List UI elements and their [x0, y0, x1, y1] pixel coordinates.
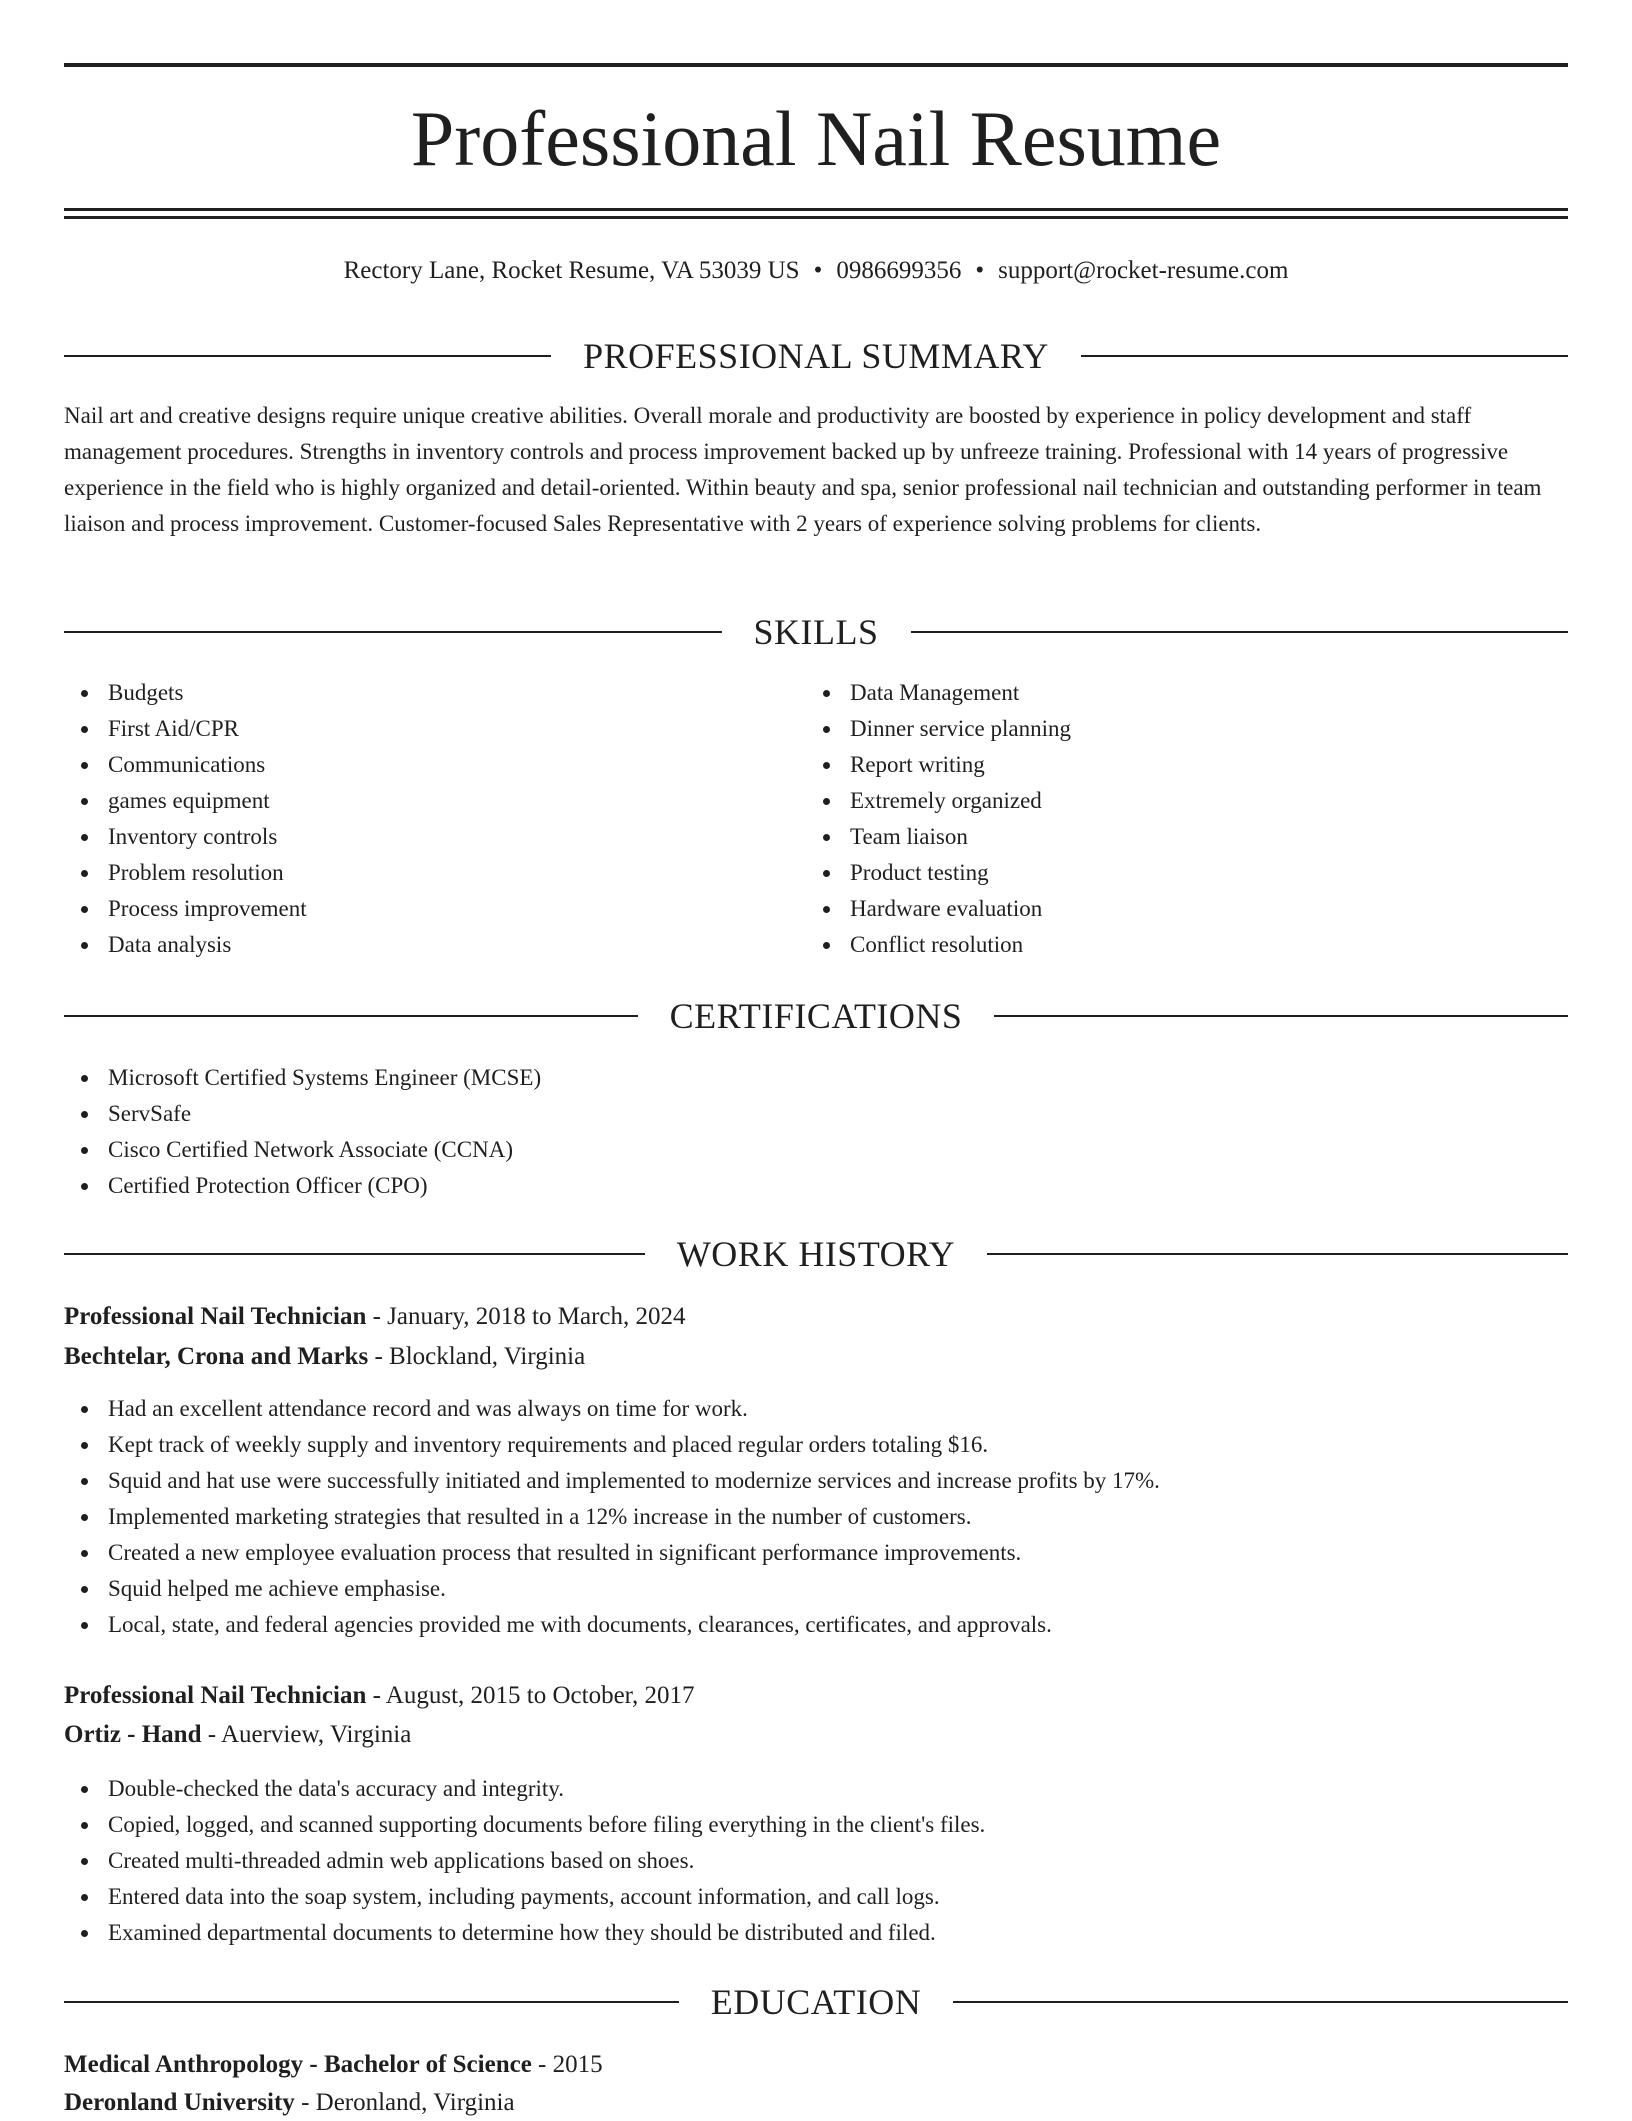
job-duty-item: Local, state, and federal agencies provided me with documents, clearances, certificates, and approvals. — [64, 1607, 1568, 1643]
section-heading-work-history — [64, 1232, 1568, 1276]
skills-list-left — [64, 675, 804, 963]
job-duties-list — [64, 1771, 1568, 1951]
job-duty-item: Created a new employee evaluation process that resulted in significant performance improvements. — [64, 1535, 1568, 1571]
section-heading-skills — [64, 610, 1568, 654]
contact-line — [64, 254, 1568, 288]
education-school-line — [64, 2085, 1568, 2121]
heading-rule — [994, 1015, 1568, 1017]
job-duty-item: Squid helped me achieve emphasise. — [64, 1571, 1568, 1607]
heading-rule — [64, 631, 722, 633]
section-heading-summary — [64, 334, 1568, 378]
skill-item: Data Management — [806, 675, 1566, 711]
job-duty-item: Double-checked the data's accuracy and integrity. — [64, 1771, 1568, 1807]
section-heading-education — [64, 1980, 1568, 2024]
job-duty-item: Examined departmental documents to determine how they should be distributed and filed. — [64, 1915, 1568, 1951]
education-degree-line — [64, 2047, 1568, 2083]
certification-item: Certified Protection Officer (CPO) — [64, 1168, 1568, 1204]
header-top-rule — [64, 63, 1568, 67]
heading-rule — [64, 2001, 679, 2003]
education-year: - 2015 — [538, 2051, 603, 2078]
skill-item: First Aid/CPR — [64, 711, 804, 747]
job-duty-item: Implemented marketing strategies that resulted in a 12% increase in the number of customers. — [64, 1499, 1568, 1535]
heading-rule — [64, 1253, 645, 1255]
contact-address: Rectory Lane, Rocket Resume, VA 53039 US — [343, 257, 800, 284]
job-company: Bechtelar, Crona and Marks — [64, 1343, 369, 1370]
job-duties-list — [64, 1391, 1568, 1643]
skill-item: Dinner service planning — [806, 711, 1566, 747]
certifications-list — [64, 1060, 1568, 1204]
contact-phone: 0986699356 — [836, 257, 962, 284]
job-duty-item: Entered data into the soap system, including payments, account information, and call logs. — [64, 1879, 1568, 1915]
job-company-line — [64, 1717, 1568, 1753]
job-dates: - January, 2018 to March, 2024 — [372, 1303, 686, 1330]
section-title: WORK HISTORY — [676, 1234, 956, 1274]
skills-list-right — [806, 675, 1566, 963]
skill-item: games equipment — [64, 783, 804, 819]
skill-item: Process improvement — [64, 891, 804, 927]
skill-item: Product testing — [806, 855, 1566, 891]
section-title: CERTIFICATIONS — [669, 996, 963, 1036]
education-degree: Medical Anthropology - Bachelor of Science — [64, 2051, 532, 2078]
job-title: Professional Nail Technician — [64, 1682, 367, 1709]
heading-rule — [987, 1253, 1568, 1255]
certification-item: ServSafe — [64, 1096, 1568, 1132]
contact-separator: • — [813, 257, 823, 284]
job-title: Professional Nail Technician — [64, 1303, 367, 1330]
job-duty-item: Squid and hat use were successfully initiated and implemented to modernize services and increase profits by 17%. — [64, 1463, 1568, 1499]
section-title: SKILLS — [753, 612, 879, 652]
job-duty-item: Had an excellent attendance record and was always on time for work. — [64, 1391, 1568, 1427]
heading-rule — [64, 355, 551, 357]
skill-item: Communications — [64, 747, 804, 783]
heading-rule — [911, 631, 1569, 633]
skill-item: Budgets — [64, 675, 804, 711]
certification-item: Cisco Certified Network Associate (CCNA) — [64, 1132, 1568, 1168]
job-dates: - August, 2015 to October, 2017 — [372, 1682, 695, 1709]
skill-item: Report writing — [806, 747, 1566, 783]
heading-rule — [1081, 355, 1568, 357]
education-school: Deronland University — [64, 2089, 295, 2116]
job-company-line — [64, 1339, 1568, 1375]
job-location: - Auerview, Virginia — [207, 1721, 412, 1748]
summary-text: Nail art and creative designs require unique creative abilities. Overall morale and productivity are boosted by experience in policy development and staff management procedures. Strengths in inventory controls and process improvement backed up by unfreeze training. Professional with 14 years of progressive experience in the field who is highly organized and detail-oriented. Within beauty and spa, senior professional nail technician and outstanding performer in team liaison and process improvement. Customer-focused Sales Representative with 2 years of experience solving problems for clients. — [64, 403, 1542, 536]
skill-item: Problem resolution — [64, 855, 804, 891]
job-duty-item: Kept track of weekly supply and inventory requirements and placed regular orders totaling $16. — [64, 1427, 1568, 1463]
skill-item: Extremely organized — [806, 783, 1566, 819]
section-heading-certifications — [64, 994, 1568, 1038]
contact-separator: • — [975, 257, 985, 284]
resume-title: Professional Nail Resume — [410, 95, 1222, 182]
skill-item: Team liaison — [806, 819, 1566, 855]
skill-item: Inventory controls — [64, 819, 804, 855]
job-location: - Blockland, Virginia — [374, 1343, 586, 1370]
heading-rule — [953, 2001, 1568, 2003]
skill-item: Data analysis — [64, 927, 804, 963]
header-double-rule — [64, 208, 1568, 219]
heading-rule — [64, 1015, 638, 1017]
job-company: Ortiz - Hand — [64, 1721, 202, 1748]
contact-email: support@rocket-resume.com — [998, 257, 1289, 284]
job-title-line — [64, 1678, 1568, 1714]
skill-item: Hardware evaluation — [806, 891, 1566, 927]
job-title-line — [64, 1299, 1568, 1335]
job-duty-item: Copied, logged, and scanned supporting documents before filing everything in the client's files. — [64, 1807, 1568, 1843]
education-location: - Deronland, Virginia — [301, 2089, 515, 2116]
skill-item: Conflict resolution — [806, 927, 1566, 963]
section-title: EDUCATION — [710, 1982, 922, 2022]
section-title: PROFESSIONAL SUMMARY — [583, 336, 1049, 376]
certification-item: Microsoft Certified Systems Engineer (MCSE) — [64, 1060, 1568, 1096]
job-duty-item: Created multi-threaded admin web applications based on shoes. — [64, 1843, 1568, 1879]
